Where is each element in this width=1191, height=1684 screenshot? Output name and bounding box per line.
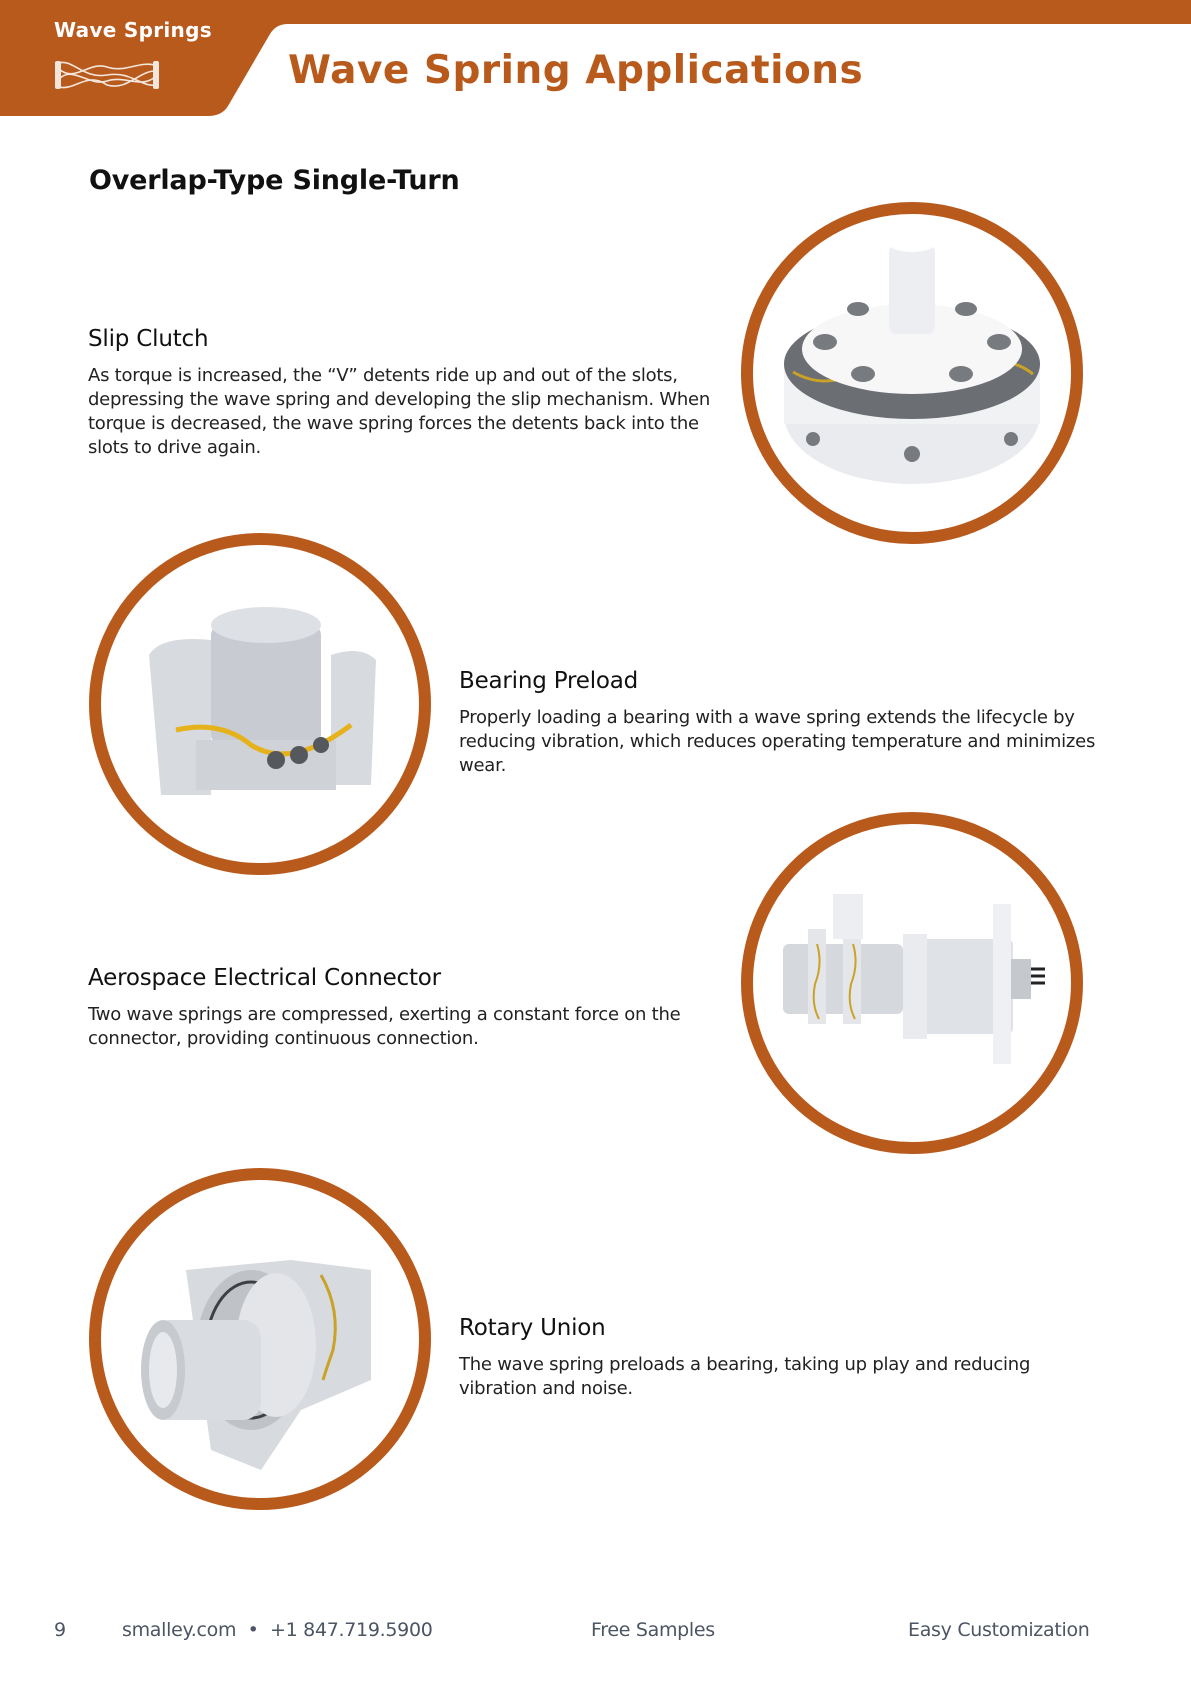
application-rotary-union [459,1315,1099,1401]
rotary-union-illustration [89,1168,431,1510]
application-title: Bearing Preload [459,668,639,694]
application-slip-clutch [88,326,718,460]
application-description: Two wave springs are compressed, exerting a constant force on the connector, providing continuous connection. [88,1004,681,1049]
section-tab: Wave Springs [54,18,212,42]
slip-clutch-illustration [741,202,1083,544]
page-title: Wave Spring Applications [288,48,864,93]
footer-contact-link[interactable]: smalley.com • +1 847.719.5900 [122,1619,433,1641]
section-subtitle: Overlap-Type Single-Turn [89,165,460,196]
footer-free-samples: Free Samples [591,1619,715,1641]
application-title: Rotary Union [459,1315,606,1341]
bearing-preload-illustration [89,533,431,875]
wave-spring-logo-icon [53,57,161,93]
application-aerospace-connector [88,965,718,1051]
page-number: 9 [54,1619,66,1641]
application-description: As torque is increased, the “V” detents ride up and out of the slots, depressing the wave spring and developing the slip mechanism. When torque is decreased, the wave spring forces the detents back into the slots to drive again. [88,365,711,458]
footer-easy-customization: Easy Customization [908,1619,1090,1641]
page-footer [0,1619,1191,1649]
aerospace-connector-illustration [741,812,1083,1154]
application-title: Slip Clutch [88,326,209,352]
application-title: Aerospace Electrical Connector [88,965,441,991]
application-description: Properly loading a bearing with a wave spring extends the lifecycle by reducing vibration, which reduces operating temperature and minimizes wear. [459,707,1096,776]
application-bearing-preload [459,668,1099,778]
application-description: The wave spring preloads a bearing, taking up play and reducing vibration and noise. [459,1354,1031,1399]
